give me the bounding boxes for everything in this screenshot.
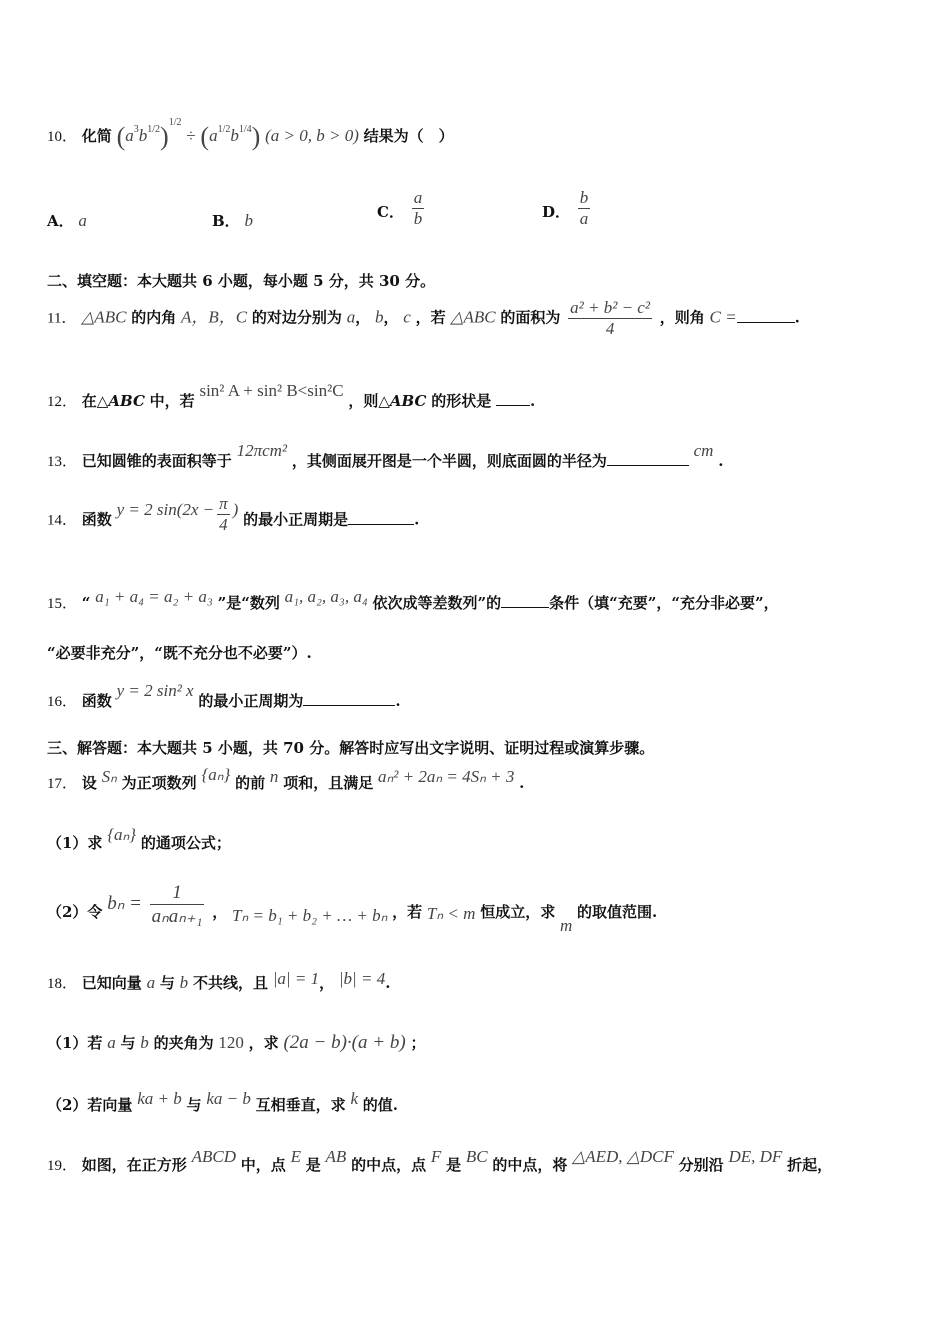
question-12: 12． 在△ABC 中，若 sin² A + sin² B<sin²C ，则△ABC 的形状是 . xyxy=(47,381,536,410)
question-16: 16． 函数 y = 2 sin² x 的最小正周期为 . xyxy=(47,681,401,710)
answer-blank[interactable] xyxy=(607,451,689,466)
option-d: D． $\frac{b}{a}$ xyxy=(542,188,589,228)
answer-blank[interactable] xyxy=(501,593,549,608)
question-17: 17． 设 Sₙ 为正项数列 {aₙ} 的前 n 项和，且满足 aₙ² + 2aₙ = 4Sₙ + 3 . xyxy=(47,765,525,792)
question-11: 11． △ABC 的内角 A，B，C 的对边分别为 a， b， c ，若 △ABC 的面积为 $\frac{\text{a² + b² − c²}}{4}$ ，则角 C = . xyxy=(47,298,800,338)
answer-blank[interactable] xyxy=(303,691,395,706)
question-lead: 化简 xyxy=(81,127,112,145)
option-b: B． b xyxy=(212,211,253,230)
expression-2: $(a^{1/2}b^{1/4})$ xyxy=(200,122,261,151)
question-15: 15． “ a₁ + a₄ = a₂ + a₃ ”是“数列 a₁, a₂, a₃, a₄ 依次成等差数列”的 条件（填“充要”，“充分非必要”， xyxy=(47,587,779,612)
question-15-continued: “必要非充分”，“既不充分也不必要”）. xyxy=(47,644,312,662)
question-14: 14． 函数 y = 2 sin(2x − $\frac{\pi}{4}$ ) 的最小正周期是 . xyxy=(47,494,420,534)
answer-blank[interactable] xyxy=(737,308,795,323)
divide-sign: ÷ xyxy=(186,126,196,145)
question-tail: 结果为（ ） xyxy=(363,127,454,145)
question-10 xyxy=(47,117,454,152)
question-17-part-1: （1）求 {aₙ} 的通项公式； xyxy=(47,825,231,852)
section-3-heading: 三、解答题：本大题共 5 小题，共 70 分。解答时应写出文字说明、证明过程或演算步骤。 xyxy=(47,739,655,757)
expression-1: $(a^3b^{1/2})^{1/2}$ xyxy=(116,117,182,151)
question-19: 19． 如图，在正方形 ABCD 中，点 E 是 AB 的中点，点 F 是 BC 的中点，将 △AED, △DCF 分别沿 DE, DF 折起， xyxy=(47,1147,833,1174)
answer-blank[interactable] xyxy=(496,391,530,406)
question-18: 18． 已知向量 a 与 b 不共线，且 |a| = 1， |b| = 4. xyxy=(47,969,391,992)
option-c: C． $\frac{a}{b}$ xyxy=(377,188,423,228)
question-18-part-1: （1）若 a 与 b 的夹角为 120 ，求 (2a − b)·(a + b) ； xyxy=(47,1032,426,1053)
question-13: 13． 已知圆锥的表面积等于 12πcm² ，其侧面展开图是一个半圆，则底面圆的半径为 cm . xyxy=(47,441,724,470)
answer-blank[interactable] xyxy=(348,510,414,525)
condition: (a > 0, b > 0) xyxy=(265,126,359,145)
question-17-part-2: （2）令 bₙ = $\frac{1}{\text{aₙaₙ₊₁}}$ ， Tₙ = b₁ + b₂ + … + bₙ ，若 Tₙ < m 恒成立，求 m 的取值范围. xyxy=(47,882,658,935)
question-18-part-2: （2）若向量 ka + b 与 ka − b 互相垂直，求 k 的值. xyxy=(47,1089,399,1114)
option-a: A． a xyxy=(47,211,87,230)
question-number: 10． xyxy=(47,129,78,145)
section-2-heading: 二、填空题：本大题共 6 小题，每小题 5 分，共 30 分。 xyxy=(47,272,436,290)
